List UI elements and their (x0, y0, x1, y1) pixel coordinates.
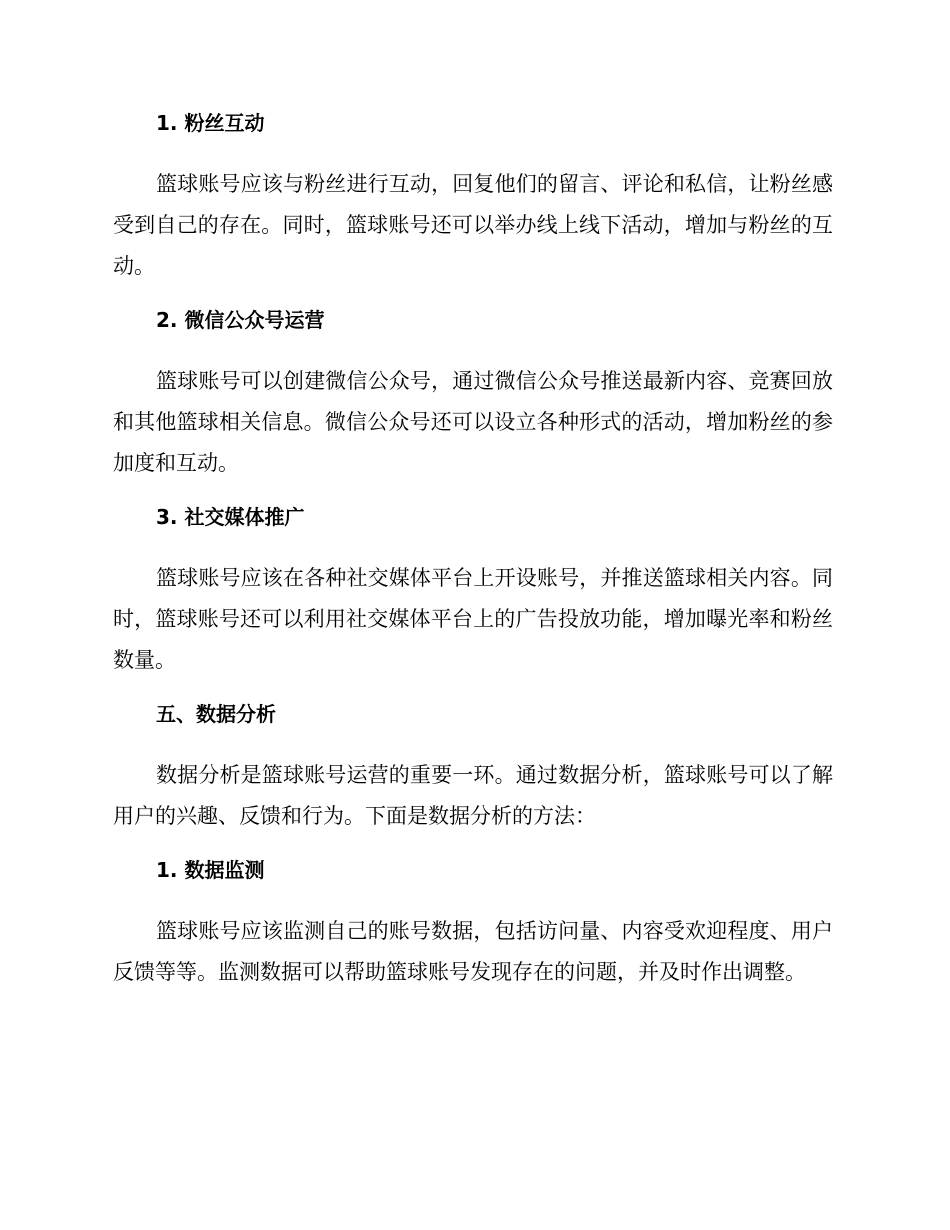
section-paragraph-data-monitoring: 篮球账号应该监测自己的账号数据，包括访问量、内容受欢迎程度、用户反馈等等。监测数据可以帮助篮球账号发现存在的问题，并及时作出调整。 (113, 919, 833, 984)
document-body (113, 108, 833, 1011)
section-paragraph-social-media: 篮球账号应该在各种社交媒体平台上开设账号，并推送篮球相关内容。同时，篮球账号还可以利用社交媒体平台上的广告投放功能，增加曝光率和粉丝数量。 (113, 566, 833, 672)
section-paragraph-fan-interaction: 篮球账号应该与粉丝进行互动，回复他们的留言、评论和私信，让粉丝感受到自己的存在。同时，篮球账号还可以举办线上线下活动，增加与粉丝的互动。 (113, 172, 833, 278)
section-heading-data-monitoring: 1. 数据监测 (156, 858, 265, 882)
section-paragraph-data-analysis: 数据分析是篮球账号运营的重要一环。通过数据分析，篮球账号可以了解用户的兴趣、反馈和行为。下面是数据分析的方法： (113, 763, 833, 828)
section-heading-social-media: 3. 社交媒体推广 (156, 505, 305, 529)
section-paragraph-wechat-operation: 篮球账号可以创建微信公众号，通过微信公众号推送最新内容、竞赛回放和其他篮球相关信息。微信公众号还可以设立各种形式的活动，增加粉丝的参加度和互动。 (113, 369, 833, 475)
section-heading-fan-interaction: 1. 粉丝互动 (156, 111, 265, 135)
section-heading-data-analysis: 五、数据分析 (156, 702, 276, 726)
section-heading-wechat-operation: 2. 微信公众号运营 (156, 308, 325, 332)
